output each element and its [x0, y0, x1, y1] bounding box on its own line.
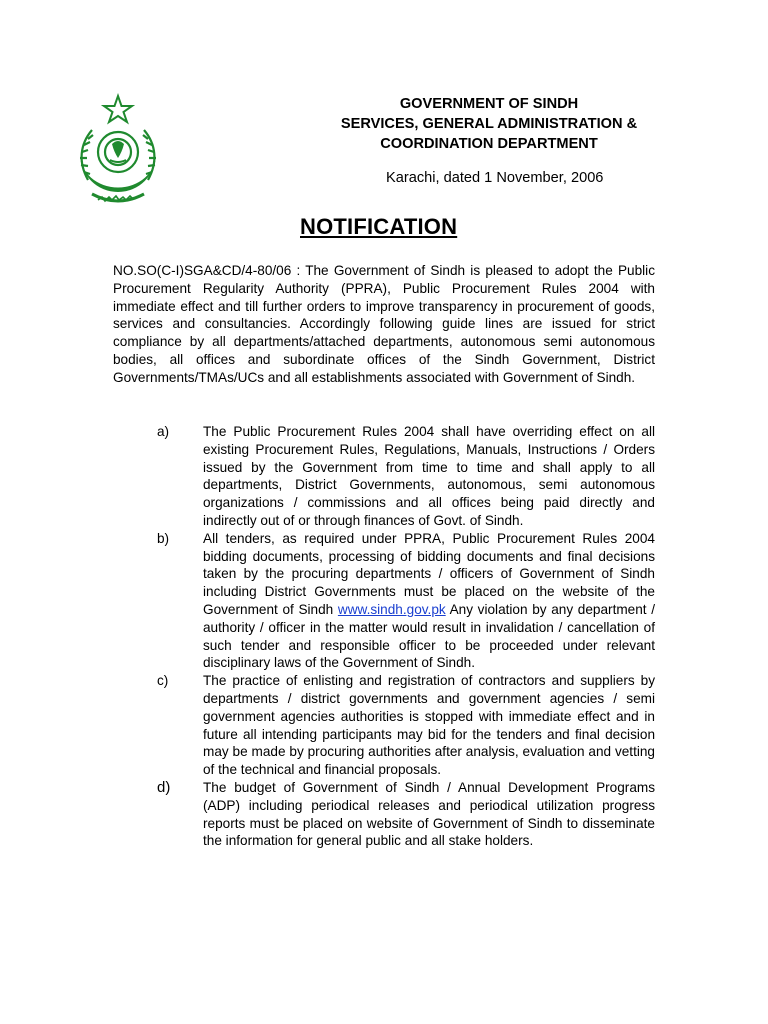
item-marker: a)	[157, 424, 170, 439]
item-marker: c)	[157, 673, 169, 689]
item-text-after-link: Any violation by any department / authority / officer in the matter would result in invalidation / cancellation of such tender and responsible officer to be proceeded under relevant disciplinary laws of the Government of Sindh.	[203, 601, 656, 671]
notification-title: NOTIFICATION	[300, 214, 458, 239]
item-text: The budget of Government of Sindh / Annual Development Programs (ADP) including periodical releases and periodical utilization progress reports must be placed on website of Government of Sindh to disseminate the information for general public and all stake holders.	[203, 779, 655, 849]
guideline-item-c	[113, 672, 655, 779]
letterhead-line-2: SERVICES, GENERAL ADMINISTRATION &	[340, 116, 638, 132]
intro-paragraph: NO.SO(C-I)SGA&CD/4-80/06 : The Government of Sindh is pleased to adopt the Public Procurement Regularity Authority (PPRA), Public Procurement Rules 2004 with immediate effect and till further orders to improve transparency in procurement of goods, services and consultancies. Accordingly following guide lines are issued for strict compliance by all departments/attached departments, autonomous semi autonomous bodies, all offices and subordinate offices of the Sindh Government, District Governments/TMAs/UCs and all establishments associated with Government of Sindh.	[113, 263, 655, 385]
item-marker: b)	[157, 530, 170, 546]
item-text	[203, 530, 655, 672]
item-marker: d)	[157, 778, 171, 796]
sindh-government-emblem-icon	[66, 92, 170, 216]
letterhead-line-3: COORDINATION DEPARTMENT	[380, 136, 598, 152]
letterhead-line-1: GOVERNMENT OF SINDH	[399, 96, 579, 112]
letterhead	[300, 94, 678, 154]
item-text: The Public Procurement Rules 2004 shall have overriding effect on all existing Procurement Rules, Regulations, Manuals, Instructions / Orders issued by the Government from time to time and shall apply to all departments, District Governments, autonomous, semi autonomous organizations / commissions and all offices being paid directly and indirectly out of or through finances of Govt. of Sindh.	[203, 424, 655, 528]
sindh-website-link[interactable]: www.sindh.gov.pk	[337, 601, 446, 617]
item-text: The practice of enlisting and registration of contractors and suppliers by departments / district governments and government agencies / semi government agencies authorities is stopped with immediate effect and in future all intending participants may bid for the tenders and final decision may be made by procuring authorities after analysis, evaluation and vetting of the technical and financial proposals.	[203, 673, 655, 778]
guideline-list	[113, 423, 655, 850]
guideline-item-d	[113, 779, 655, 850]
item-text-before-link: All tenders, as required under PPRA, Public Procurement Rules 2004 bidding documents, processing of bidding documents and final decisions taken by the procuring departments / officers of Government of Sindh including District Governments must be placed on the website of the Government of Sindh	[203, 530, 655, 617]
guideline-item-b	[113, 530, 655, 672]
date-line: Karachi, dated 1 November, 2006	[386, 170, 604, 186]
guideline-item-a	[113, 423, 655, 530]
